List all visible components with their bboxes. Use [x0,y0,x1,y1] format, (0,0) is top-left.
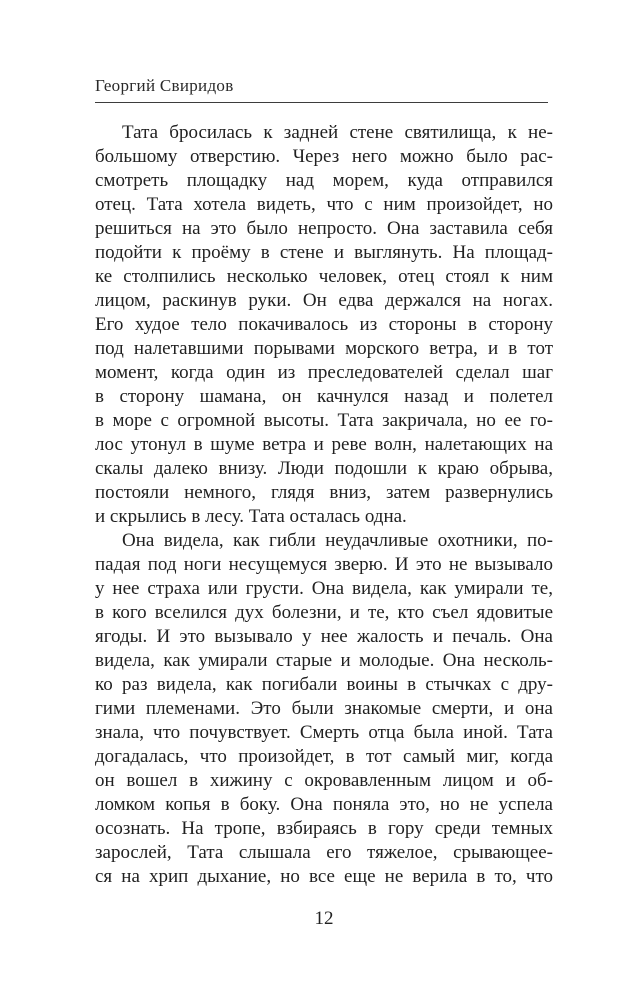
page-number: 12 [314,908,334,929]
text-line: ломком копья в боку. Она поняла это, но не успела [95,794,553,815]
paragraph-1 [95,121,553,529]
text-line: Она видела, как гибли неудачливые охотники, по- [122,530,553,551]
text-line: осознать. На тропе, взбираясь в гору среди темных [95,818,553,839]
text-line: подойти к проёму в стене и выглянуть. На площад- [95,242,553,263]
text-line: видела, как умирали старые и молодые. Она несколь- [95,650,553,671]
page-footer [95,908,553,930]
text-line: Тата бросилась к задней стене святилища, к не- [122,122,553,143]
text-line: ся на хрип дыхание, но все еще не верила в то, что [95,866,553,887]
text-line: скалы далеко внизу. Люди подошли к краю обрыва, [95,458,553,479]
text-line: гими племенами. Это были знакомые смерти, и она [95,698,553,719]
text-line: в сторону шамана, он качнулся назад и полетел [95,386,553,407]
header-rule [95,102,548,103]
text-line: Его худое тело покачивалось из стороны в сторону [95,314,553,335]
body-text [95,121,553,889]
text-line: под налетавшими порывами морского ветра, и в тот [95,338,553,359]
text-line: постояли немного, глядя вниз, затем развернулись [95,482,553,503]
text-line: лос утонул в шуме ветра и реве волн, налетающих на [95,434,553,455]
running-header [95,76,553,103]
text-line: и скрылись в лесу. Тата осталась одна. [95,506,407,527]
text-line: зарослей, Тата слышала его тяжелое, срывающее- [95,842,553,863]
text-line: большому отверстию. Через него можно было рас- [95,146,553,167]
text-line: у нее страха или грусти. Она видела, как умирали те, [95,578,553,599]
text-line: в море с огромной высоты. Тата закричала, но ее го- [95,410,553,431]
paragraph-2 [95,529,553,889]
text-line: отец. Тата хотела видеть, что с ним произойдет, но [95,194,553,215]
running-header-author: Георгий Свиридов [95,76,234,95]
text-line: решиться на это было непросто. Она заставила себя [95,218,553,239]
text-line: смотреть площадку над морем, куда отправился [95,170,553,191]
text-line: падая под ноги несущемуся зверю. И это не вызывало [95,554,553,575]
text-line: лицом, раскинув руки. Он едва держался на ногах. [95,290,553,311]
text-line: ягоды. И это вызывало у нее жалость и печаль. Она [95,626,553,647]
text-line: знала, что почувствует. Смерть отца была иной. Тата [95,722,553,743]
text-line: догадалась, что произойдет, в тот самый миг, когда [95,746,553,767]
text-line: ке столпились несколько человек, отец стоял к ним [95,266,553,287]
text-line: в кого вселился дух болезни, и те, кто съел ядовитые [95,602,553,623]
text-line: ко раз видела, как погибали воины в стычках с дру- [95,674,553,695]
text-line: момент, когда один из преследователей сделал шаг [95,362,553,383]
text-line: он вошел в хижину с окровавленным лицом и об- [95,770,553,791]
